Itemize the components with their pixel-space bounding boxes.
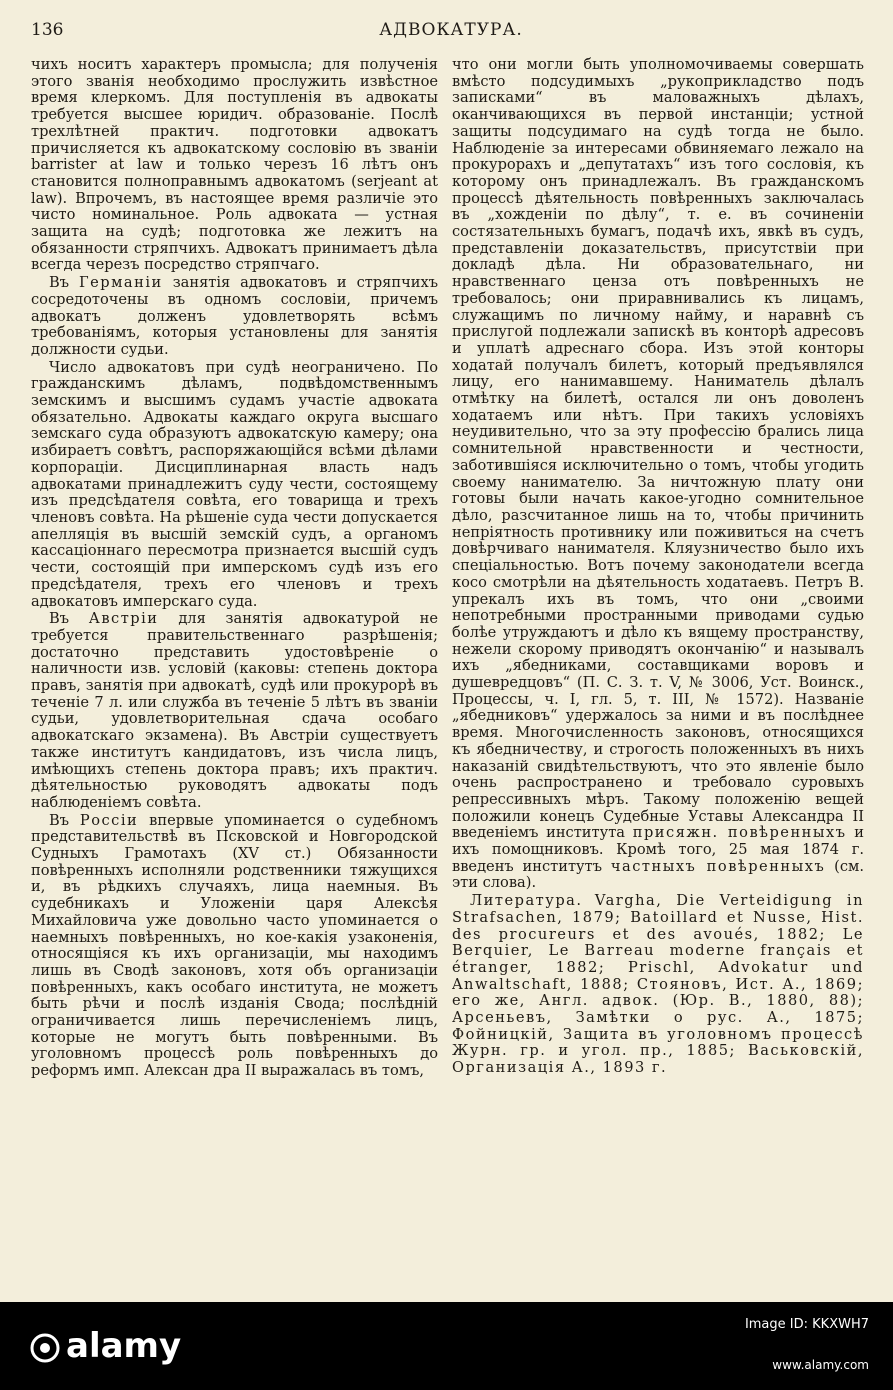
page-number: 136 xyxy=(31,20,64,40)
footer-url: www.alamy.com xyxy=(772,1358,869,1372)
paragraph-england: чихъ носитъ характеръ промысла; для полученія этого званія необходимо прослужить извѣстное время клеркомъ. Для поступленія въ адвокаты требуется высшее юридич. образованіе. Послѣ трехлѣтней практич. подготовки адвокатъ причисляется къ адвокатскому сословію въ званіи barrister at law и только черезъ 16 лѣтъ онъ становится полноправнымъ адвокатомъ (serjeant at law). Впрочемъ, въ настоящее время различіе это чисто номинальное. Роль адвоката — устная защита на судѣ; подготовка же лежитъ на обязанности стряпчихъ. Адвокатъ принимаетъ дѣла всегда черезъ посредство стряпчаго. xyxy=(31,57,438,274)
footer-image-id: Image ID: KKXWH7 xyxy=(744,1317,869,1332)
paragraph-austria: Въ Австріи для занятія адвокатурой не требуется правительственнаго разрѣшенія; достаточно представить удостовѣреніе о наличности изв. условій (каковы: степень доктора правъ, занятія при адвокатѣ, судѣ или прокурорѣ въ теченіе 7 л. или служба въ теченіе 5 лѣтъ въ званіи судьи, удовлетворительная сдача особаго адвокатскаго экзамена). Въ Австріи существуетъ также институтъ кандидатовъ, изъ числа лицъ, имѣющихъ степень доктора правъ; ихъ практич. дѣятельностью руководятъ адвокаты подъ наблюденіемъ совѣта. xyxy=(31,610,438,811)
literature-label: Литература. xyxy=(470,892,583,910)
paragraph-russia: Въ Россіи впервые упоминается о судебномъ представительствѣ въ Псковской и Новгородской Судныхъ Грамотахъ (XV ст.) Обязанности повѣренныхъ исполняли родственники тяжущихся и, въ рѣдкихъ случаяхъ, лица наемныя. Въ судебникахъ и Уложеніи царя Алексѣя Михайловича уже довольно часто упоминается о наемныхъ повѣренныхъ, но кое-какія узаконенія, относящіяся къ ихъ организаціи, мы находимъ лишь въ Сводѣ законовъ, хотя объ организаціи повѣренныхъ, какъ особаго института, не можетъ быть рѣчи и послѣ изданія Свода; послѣдній ограничивается лишь перечисленіемъ лицъ, которые не могутъ быть повѣренными. Въ уголовномъ процессѣ роль повѣренныхъ до реформъ имп. Алексан дра II выражалась въ томъ, xyxy=(31,811,438,1080)
footer-brand xyxy=(30,1326,181,1366)
country-russia: Россіи xyxy=(79,811,139,829)
literature-list: Vargha, Die Verteidigung in Strafsachen, 1879; Batoillard et Nusse, Hist. des procureurs et des avoués, 1882; Le Berquier, Le Barreau moderne français et étranger, 1882; Prischl, Advokatur und Anwaltschaft, 1888; Стояновъ, Ист. А., 1869; его же, Англ. адвок. (Юр. В., 1880, 88); Арсеньевъ, Замѣтки о рус. А., 1875; Фойницкій, Защита въ уголовномъ процессѣ Журн. гр. и угол. пр., 1885; Васьковскій, Организація А., 1893 г. xyxy=(452,892,864,1077)
paragraph-germany: Въ Германіи занятія адвокатовъ и стряпчихъ сосредоточены въ одномъ сословіи, причемъ адвокатъ долженъ удовлетворять всѣмъ требованіямъ, которыя установлены для занятія должности судьи. xyxy=(31,274,438,358)
right-column xyxy=(452,57,864,1287)
footer-brand-text: alamy xyxy=(66,1326,182,1366)
paragraph-germany-chambers: Число адвокатовъ при судѣ неограничено. По гражданскимъ дѣламъ, подвѣдомственнымъ земскимъ и высшимъ судамъ участіе адвоката обязательно. Адвокаты каждаго округа высшаго земскаго суда образуютъ адвокатскую камеру; она избираетъ совѣтъ, распоряжающійся всѣми дѣлами корпораціи. Дисциплинарная власть надъ адвокатами принадлежитъ суду чести, состоящему изъ предсѣдателя совѣта, его товарища и трехъ членовъ совѣта. На рѣшеніе суда чести допускается апелляція въ высшій земскій судъ, а органомъ кассаціоннаго пересмотра признается высшій судъ чести, состоящій при имперскомъ судѣ изъ его предсѣдателя, трехъ его членовъ и трехъ адвокатовъ имперскаго суда. xyxy=(31,358,438,610)
paragraph-russia-continued: что они могли быть уполномочиваемы совершать вмѣсто подсудимыхъ „рукоприкладство подъ записками“ въ маловажныхъ дѣлахъ, оканчивающихся въ первой инстанціи; устной защиты подсудимаго на судѣ тогда не было. Наблюденіе за интересами обвиняемаго лежало на прокурорахъ и „депутатахъ“ изъ того сословія, къ которому онъ принадлежалъ. Въ гражданскомъ процессѣ дѣятельность повѣренныхъ заключалась въ „хожденіи по дѣлу“, т. е. въ сочиненіи состязательныхъ бумагъ, подачѣ ихъ, явкѣ въ судъ, представленіи доказательствъ, присутствіи при докладѣ дѣла. Ни образовательнаго, ни нравственнаго ценза отъ повѣренныхъ не требовалось; они приравнивались къ лицамъ, служащимъ по личному найму, и наравнѣ съ прислугой подлежали запискѣ въ конторѣ адресовъ и уплатѣ адреснаго сбора. Изъ этой конторы ходатай получалъ билетъ, который предъявлялся лицу, его нанимавшему. Наниматель дѣлалъ отмѣтку на билетѣ, остался ли онъ доволенъ ходатаемъ или нѣтъ. При такихъ условіяхъ неудивительно, что за эту профессію брались лица сомнительной нравственности и честности, заботившіяся исключительно о томъ, чтобы угодить своему нанимателю. За ничтожную плату они готовы были начать какое-угодно сомнительное дѣло, разсчитанное лишь на то, чтобы причинить непріятность противнику или поживиться на счетъ довѣрчиваго нанимателя. Кляузничество было ихъ спеціальностью. Вотъ почему законодатели всегда косо смотрѣли на дѣятельность ходатаевъ. Петръ В. упрекалъ ихъ въ томъ, что они „своими непотребными пространными приводами судью болѣе утруждаютъ и дѣло къ вящему пространству, нежели скорому приводятъ окончанію“ и называлъ ихъ „ябедниками, составщиками воровъ и душевредцовъ“ (П. С. З. т. V, № 3006, Уст. Воинск., Процессы, ч. I, гл. 5, т. III, № 1572). Названіе „ябедниковъ“ удержалось за ними и въ послѣднее время. Многочисленность законовъ, относящихся къ ябедничеству, и строгость положенныхъ въ нихъ наказаній свидѣтельствуютъ, что это явленіе было очень распространено и требовало суровыхъ репрессивныхъ мѣръ. Такому положенію вещей положили конецъ Судебные Уставы Александра II введеніемъ института присяжн. повѣренныхъ и ихъ помощниковъ. Кромѣ того, 25 мая 1874 г. введенъ институтъ частныхъ повѣренныхъ (см. эти слова). xyxy=(452,57,864,892)
left-column xyxy=(31,57,438,1287)
page-title: АДВОКАТУРА. xyxy=(379,20,523,40)
literature-paragraph xyxy=(452,893,864,1077)
running-head xyxy=(31,18,871,46)
country-germany: Германіи xyxy=(78,274,163,292)
alamy-logo-icon xyxy=(30,1333,60,1363)
country-austria: Австріи xyxy=(88,610,159,628)
stock-footer xyxy=(0,1302,893,1390)
